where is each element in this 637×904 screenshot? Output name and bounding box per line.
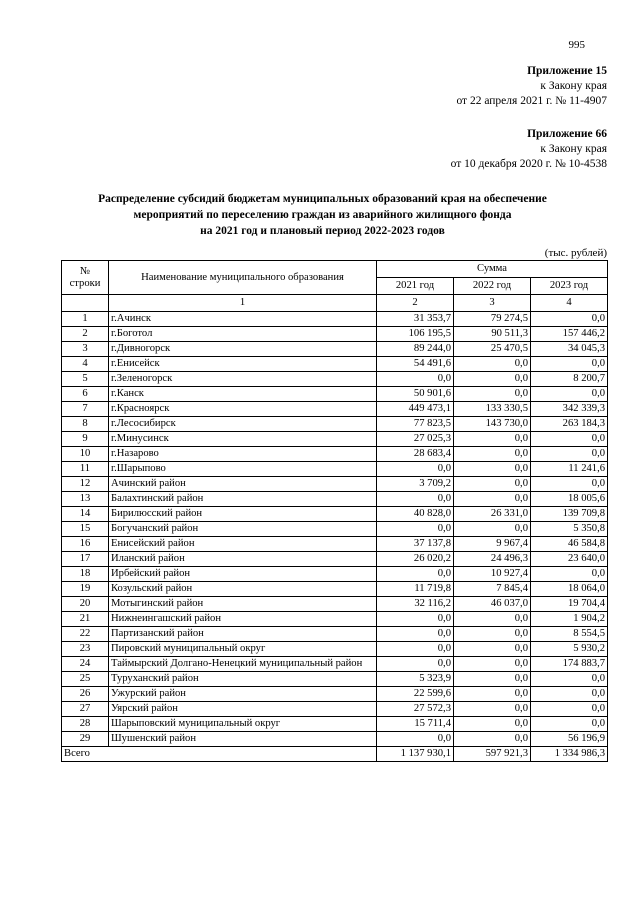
row-2023-cell: 0,0 [531, 387, 608, 402]
row-name-cell: г.Шарыпово [109, 462, 377, 477]
row-2021-cell: 0,0 [377, 627, 454, 642]
header-col-3: 3 [454, 295, 531, 312]
row-name-cell: г.Ачинск [109, 312, 377, 327]
appendix-15-block [456, 64, 607, 109]
row-2021-cell: 0,0 [377, 732, 454, 747]
row-2023-cell: 0,0 [531, 687, 608, 702]
row-number-cell: 17 [62, 552, 109, 567]
row-number-cell: 9 [62, 432, 109, 447]
row-name-cell: Иланский район [109, 552, 377, 567]
row-2021-cell: 27 572,3 [377, 702, 454, 717]
row-number-cell: 7 [62, 402, 109, 417]
row-2023-cell: 23 640,0 [531, 552, 608, 567]
row-number-cell: 13 [62, 492, 109, 507]
row-number-cell: 19 [62, 582, 109, 597]
row-2023-cell: 19 704,4 [531, 597, 608, 612]
row-name-cell: Ужурский район [109, 687, 377, 702]
row-2021-cell: 77 823,5 [377, 417, 454, 432]
row-2023-cell: 0,0 [531, 717, 608, 732]
row-2021-cell: 3 709,2 [377, 477, 454, 492]
row-number-cell: 24 [62, 657, 109, 672]
table-row [62, 477, 608, 492]
table-row [62, 657, 608, 672]
row-2022-cell: 133 330,5 [454, 402, 531, 417]
row-name-cell: Уярский район [109, 702, 377, 717]
row-2023-cell: 8 554,5 [531, 627, 608, 642]
row-2023-cell: 11 241,6 [531, 462, 608, 477]
row-2022-cell: 79 274,5 [454, 312, 531, 327]
header-col-2: 2 [377, 295, 454, 312]
table-row [62, 462, 608, 477]
subsidy-table [61, 260, 608, 762]
total-2022: 597 921,3 [454, 747, 531, 762]
table-row [62, 597, 608, 612]
row-2021-cell: 0,0 [377, 657, 454, 672]
row-name-cell: Богучанский район [109, 522, 377, 537]
table-row [62, 417, 608, 432]
row-2023-cell: 8 200,7 [531, 372, 608, 387]
row-name-cell: г.Лесосибирск [109, 417, 377, 432]
row-number-cell: 27 [62, 702, 109, 717]
appendix-66-title: Приложение 66 [527, 128, 607, 140]
row-name-cell: Мотыгинский район [109, 597, 377, 612]
table-row [62, 627, 608, 642]
row-2022-cell: 26 331,0 [454, 507, 531, 522]
row-2023-cell: 342 339,3 [531, 402, 608, 417]
table-row [62, 342, 608, 357]
row-2022-cell: 0,0 [454, 477, 531, 492]
row-2023-cell: 174 883,7 [531, 657, 608, 672]
row-number-cell: 20 [62, 597, 109, 612]
row-number-cell: 21 [62, 612, 109, 627]
row-name-cell: г.Енисейск [109, 357, 377, 372]
appendix-66-block [451, 127, 607, 172]
table-row [62, 717, 608, 732]
row-2021-cell: 0,0 [377, 642, 454, 657]
table-row [62, 357, 608, 372]
row-name-cell: г.Зеленогорск [109, 372, 377, 387]
total-label: Всего [62, 747, 377, 762]
row-2023-cell: 46 584,8 [531, 537, 608, 552]
table-row [62, 732, 608, 747]
header-row-number [62, 261, 109, 295]
row-number-cell: 11 [62, 462, 109, 477]
row-2023-cell: 0,0 [531, 672, 608, 687]
row-2023-cell: 5 930,2 [531, 642, 608, 657]
row-2023-cell: 263 184,3 [531, 417, 608, 432]
row-2021-cell: 106 195,5 [377, 327, 454, 342]
row-2021-cell: 0,0 [377, 567, 454, 582]
row-2023-cell: 34 045,3 [531, 342, 608, 357]
row-2021-cell: 50 901,6 [377, 387, 454, 402]
table-row [62, 372, 608, 387]
row-2021-cell: 37 137,8 [377, 537, 454, 552]
row-2023-cell: 5 350,8 [531, 522, 608, 537]
table-row [62, 507, 608, 522]
table-row [62, 447, 608, 462]
row-name-cell: Шушенский район [109, 732, 377, 747]
row-number-cell: 29 [62, 732, 109, 747]
row-2021-cell: 40 828,0 [377, 507, 454, 522]
row-2023-cell: 0,0 [531, 567, 608, 582]
table-row [62, 582, 608, 597]
row-number-cell: 10 [62, 447, 109, 462]
row-number-cell: 18 [62, 567, 109, 582]
row-number-cell: 4 [62, 357, 109, 372]
table-row [62, 687, 608, 702]
header-number-sign: № [79, 265, 91, 277]
table-row [62, 522, 608, 537]
row-name-cell: г.Боготол [109, 327, 377, 342]
header-2021: 2021 год [377, 278, 454, 295]
row-2023-cell: 139 709,8 [531, 507, 608, 522]
row-name-cell: Туруханский район [109, 672, 377, 687]
appendix-66-date: от 10 декабря 2020 г. № 10-4538 [450, 158, 607, 170]
row-number-cell: 28 [62, 717, 109, 732]
table-row [62, 402, 608, 417]
row-2022-cell: 10 927,4 [454, 567, 531, 582]
row-number-cell: 3 [62, 342, 109, 357]
row-number-cell: 15 [62, 522, 109, 537]
table-row [62, 432, 608, 447]
row-number-cell: 23 [62, 642, 109, 657]
row-2021-cell: 22 599,6 [377, 687, 454, 702]
row-2021-cell: 27 025,3 [377, 432, 454, 447]
header-name: Наименование муниципального образования [109, 261, 377, 295]
row-name-cell: Козульский район [109, 582, 377, 597]
row-2021-cell: 0,0 [377, 522, 454, 537]
row-2023-cell: 0,0 [531, 477, 608, 492]
table-row [62, 612, 608, 627]
row-2021-cell: 32 116,2 [377, 597, 454, 612]
row-number-cell: 26 [62, 687, 109, 702]
row-number-cell: 14 [62, 507, 109, 522]
total-2021: 1 137 930,1 [377, 747, 454, 762]
total-2023: 1 334 986,3 [531, 747, 608, 762]
row-2023-cell: 18 005,6 [531, 492, 608, 507]
table-row [62, 672, 608, 687]
row-name-cell: г.Минусинск [109, 432, 377, 447]
page-number: 995 [568, 39, 585, 51]
header-2022: 2022 год [454, 278, 531, 295]
title-line-2: мероприятий по переселению граждан из аварийного жилищного фонда [133, 209, 512, 221]
row-2022-cell: 0,0 [454, 447, 531, 462]
row-2022-cell: 0,0 [454, 492, 531, 507]
row-2022-cell: 0,0 [454, 702, 531, 717]
row-2022-cell: 90 511,3 [454, 327, 531, 342]
row-2022-cell: 0,0 [454, 672, 531, 687]
row-2022-cell: 0,0 [454, 687, 531, 702]
header-col-1: 1 [109, 295, 377, 312]
row-number-cell: 25 [62, 672, 109, 687]
row-2022-cell: 0,0 [454, 717, 531, 732]
row-2021-cell: 26 020,2 [377, 552, 454, 567]
row-2021-cell: 54 491,6 [377, 357, 454, 372]
row-2022-cell: 0,0 [454, 372, 531, 387]
row-name-cell: г.Назарово [109, 447, 377, 462]
row-2023-cell: 0,0 [531, 432, 608, 447]
title-line-3: на 2021 год и плановый период 2022-2023 годов [200, 225, 445, 237]
row-number-cell: 8 [62, 417, 109, 432]
row-2022-cell: 0,0 [454, 657, 531, 672]
header-col-num-empty [62, 295, 109, 312]
row-2021-cell: 89 244,0 [377, 342, 454, 357]
row-name-cell: Пировский муниципальный округ [109, 642, 377, 657]
row-number-cell: 5 [62, 372, 109, 387]
row-2021-cell: 28 683,4 [377, 447, 454, 462]
row-name-cell: Партизанский район [109, 627, 377, 642]
row-name-cell: г.Дивногорск [109, 342, 377, 357]
row-name-cell: Бирилюсский район [109, 507, 377, 522]
row-2022-cell: 7 845,4 [454, 582, 531, 597]
row-2021-cell: 31 353,7 [377, 312, 454, 327]
row-2023-cell: 0,0 [531, 357, 608, 372]
row-name-cell: Шарыповский муниципальный округ [109, 717, 377, 732]
row-2022-cell: 25 470,5 [454, 342, 531, 357]
header-col-4: 4 [531, 295, 608, 312]
header-sum: Сумма [377, 261, 608, 278]
row-name-cell: Таймырский Долгано-Ненецкий муниципальный район [109, 657, 377, 672]
row-2022-cell: 0,0 [454, 612, 531, 627]
row-2021-cell: 15 711,4 [377, 717, 454, 732]
row-2023-cell: 0,0 [531, 702, 608, 717]
table-row [62, 327, 608, 342]
table-row [62, 702, 608, 717]
row-2022-cell: 46 037,0 [454, 597, 531, 612]
row-2022-cell: 0,0 [454, 387, 531, 402]
row-number-cell: 16 [62, 537, 109, 552]
row-2023-cell: 1 904,2 [531, 612, 608, 627]
row-2022-cell: 9 967,4 [454, 537, 531, 552]
row-2022-cell: 0,0 [454, 642, 531, 657]
table-row [62, 552, 608, 567]
row-2021-cell: 11 719,8 [377, 582, 454, 597]
table-row [62, 642, 608, 657]
table-row [62, 537, 608, 552]
row-name-cell: Балахтинский район [109, 492, 377, 507]
row-2022-cell: 0,0 [454, 357, 531, 372]
row-2021-cell: 0,0 [377, 372, 454, 387]
row-2022-cell: 143 730,0 [454, 417, 531, 432]
header-row-label: строки [69, 277, 101, 289]
row-2023-cell: 0,0 [531, 447, 608, 462]
row-name-cell: Ирбейский район [109, 567, 377, 582]
row-number-cell: 12 [62, 477, 109, 492]
row-number-cell: 2 [62, 327, 109, 342]
row-name-cell: Нижнеингашский район [109, 612, 377, 627]
row-name-cell: Енисейский район [109, 537, 377, 552]
row-number-cell: 22 [62, 627, 109, 642]
units-label: (тыс. рублей) [544, 247, 607, 259]
appendix-15-title: Приложение 15 [527, 65, 607, 77]
row-2021-cell: 0,0 [377, 462, 454, 477]
title-line-1: Распределение субсидий бюджетам муниципальных образований края на обеспечение [98, 193, 547, 205]
row-2021-cell: 0,0 [377, 492, 454, 507]
row-name-cell: г.Канск [109, 387, 377, 402]
row-2022-cell: 0,0 [454, 462, 531, 477]
row-2023-cell: 157 446,2 [531, 327, 608, 342]
row-2023-cell: 0,0 [531, 312, 608, 327]
appendix-15-date: от 22 апреля 2021 г. № 11-4907 [456, 95, 607, 107]
row-2022-cell: 24 496,3 [454, 552, 531, 567]
row-2021-cell: 449 473,1 [377, 402, 454, 417]
row-2022-cell: 0,0 [454, 522, 531, 537]
row-2022-cell: 0,0 [454, 432, 531, 447]
row-name-cell: Ачинский район [109, 477, 377, 492]
table-body [62, 312, 608, 747]
row-2022-cell: 0,0 [454, 732, 531, 747]
row-2023-cell: 56 196,9 [531, 732, 608, 747]
document-title [40, 191, 605, 239]
table-row [62, 387, 608, 402]
table-row [62, 312, 608, 327]
header-2023: 2023 год [531, 278, 608, 295]
row-number-cell: 1 [62, 312, 109, 327]
appendix-66-law: к Закону края [540, 143, 607, 155]
row-2021-cell: 0,0 [377, 612, 454, 627]
row-number-cell: 6 [62, 387, 109, 402]
table-row [62, 492, 608, 507]
row-2022-cell: 0,0 [454, 627, 531, 642]
row-name-cell: г.Красноярск [109, 402, 377, 417]
table-row [62, 567, 608, 582]
appendix-15-law: к Закону края [540, 80, 607, 92]
row-2021-cell: 5 323,9 [377, 672, 454, 687]
row-2023-cell: 18 064,0 [531, 582, 608, 597]
